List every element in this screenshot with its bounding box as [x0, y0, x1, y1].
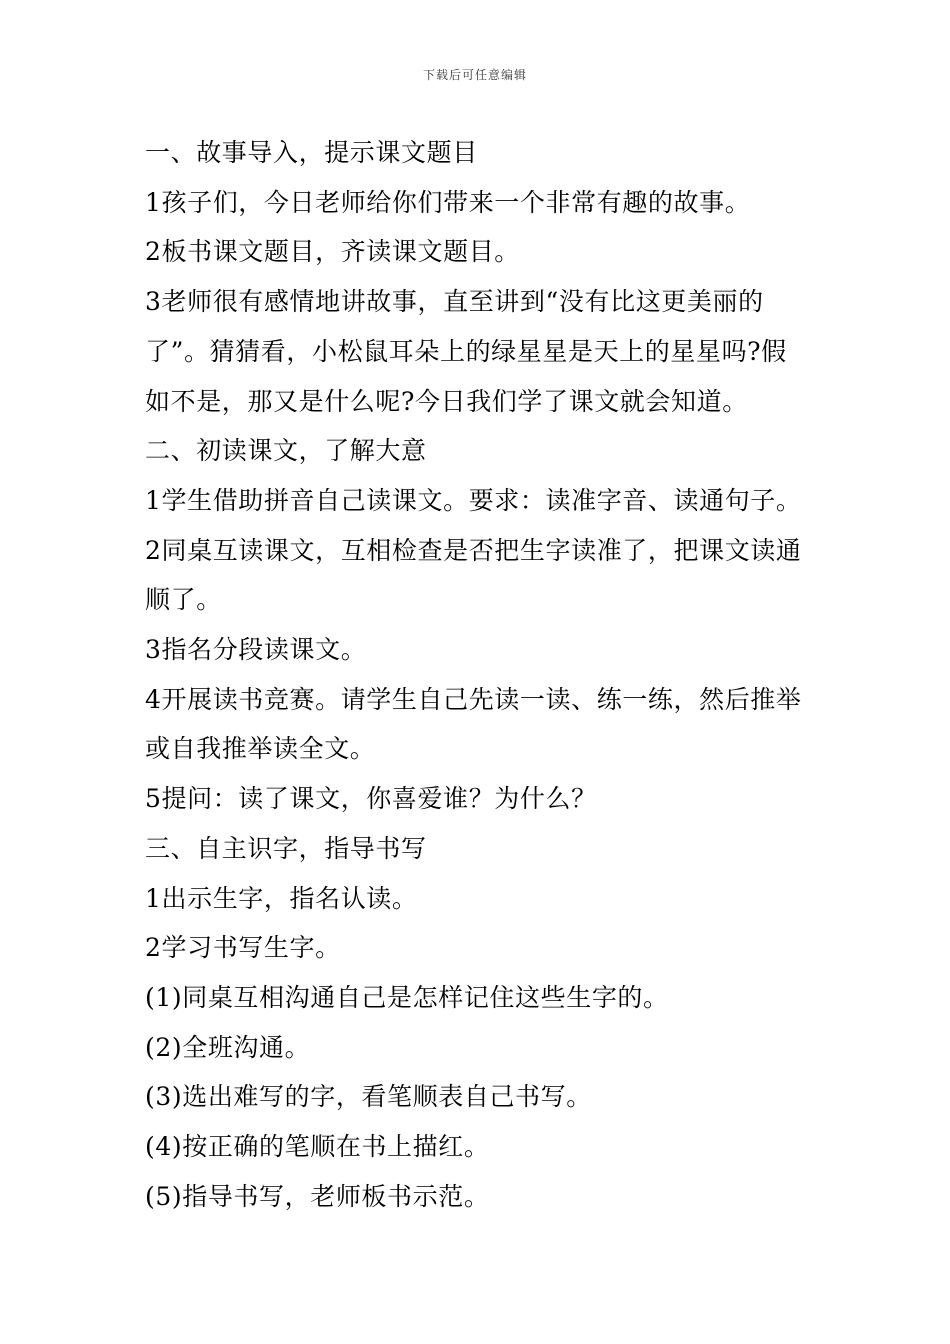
paragraph-line: 3指名分段读课文。	[145, 635, 367, 665]
page-header: 下载后可任意编辑	[422, 68, 527, 82]
paragraph-line: 或自我推举读全文。	[145, 734, 376, 764]
paragraph-line: 如不是，那又是什么呢?今日我们学了课文就会知道。	[145, 386, 748, 416]
paragraph-line: 1学生借助拼音自己读课文。要求：读准字音、读通句子。	[145, 485, 802, 515]
paragraph-line: 4开展读书竞赛。请学生自己先读一读、练一练，然后推举	[145, 684, 802, 714]
paragraph-line: 1出示生字，指名认读。	[145, 883, 418, 913]
paragraph-line: 3老师很有感情地讲故事，直至讲到“没有比这更美丽的	[145, 287, 764, 317]
paragraph-line: 2同桌互读课文，互相检查是否把生字读准了，把课文读通	[145, 535, 802, 565]
section-heading-2: 二、初读课文，了解大意	[145, 436, 427, 466]
document-body	[145, 128, 810, 1221]
paragraph-line: 2板书课文题目，齐读课文题目。	[145, 237, 520, 267]
paragraph-line: 2学习书写生字。	[145, 933, 341, 963]
paragraph-line: (3)选出难写的字，看笔顺表自己书写。	[145, 1082, 592, 1112]
paragraph-line: 了”。猜猜看，小松鼠耳朵上的绿星星是天上的星星吗?假	[145, 336, 787, 366]
paragraph-line: (5)指导书写，老师板书示范。	[145, 1181, 490, 1211]
section-heading-3: 三、自主识字，指导书写	[145, 833, 427, 863]
paragraph-line: 5提问：读了课文，你喜爱谁？为什么？	[145, 784, 597, 814]
section-heading-1: 一、故事导入，提示课文题目	[145, 138, 478, 167]
paragraph-line: (4)按正确的笔顺在书上描红。	[145, 1132, 490, 1162]
paragraph-line: (2)全班沟通。	[145, 1032, 311, 1062]
paragraph-line: (1)同桌互相沟通自己是怎样记住这些生字的。	[145, 982, 669, 1012]
paragraph-line: 顺了。	[145, 585, 222, 615]
paragraph-line: 1孩子们，今日老师给你们带来一个非常有趣的故事。	[145, 187, 751, 217]
